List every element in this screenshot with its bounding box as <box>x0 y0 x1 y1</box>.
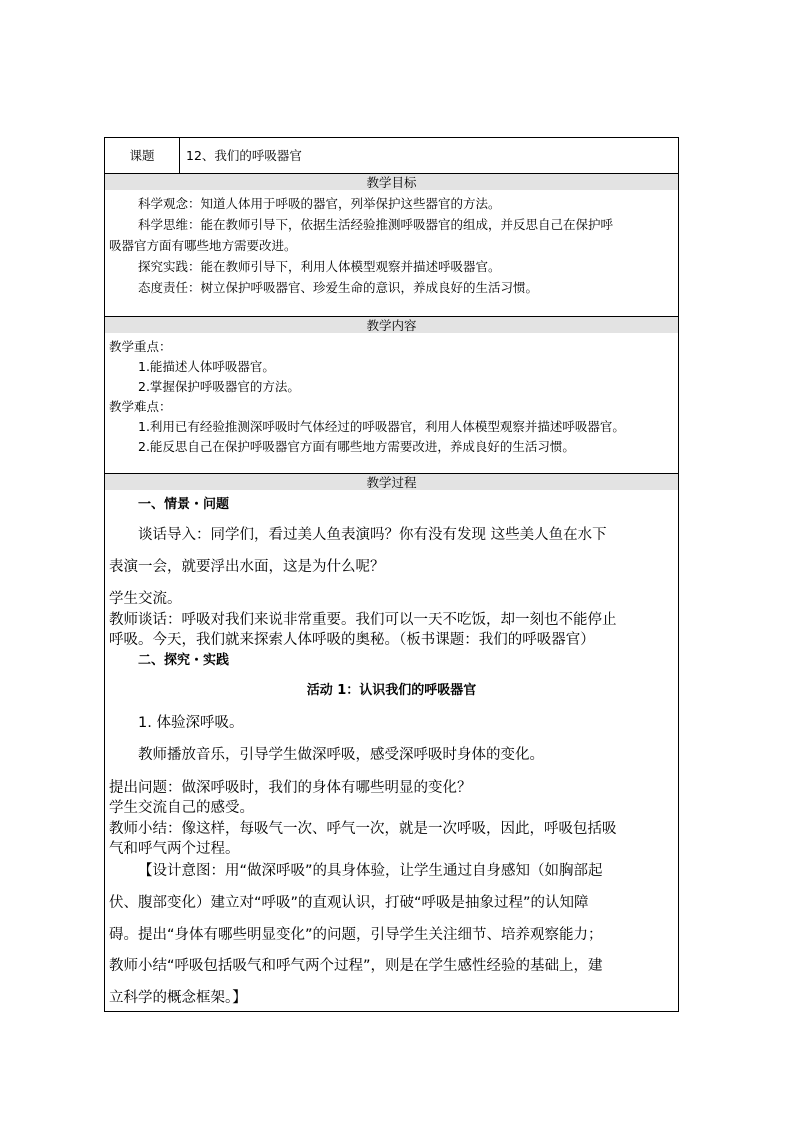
objective-line: 吸器官方面有哪些地方需要改进。 <box>109 238 297 253</box>
lesson-title: 12、我们的呼吸器官 <box>186 148 302 163</box>
process-line: 谈话导入：同学们，看过美人鱼表演吗？你有没有发现 这些美人鱼在水下 <box>138 527 607 543</box>
difficult-point: 1.利用已有经验推测深呼吸时气体经过的呼吸器官，利用人体模型观察并描述呼吸器官。 <box>138 419 625 434</box>
design-intent-line: 【设计意图：用“做深呼吸”的具身体验，让学生通过自身感知（如胸部起 <box>138 863 603 879</box>
difficult-points-label: 教学难点： <box>109 399 172 414</box>
objectives-heading: 教学目标 <box>105 173 678 190</box>
header-divider <box>179 138 180 173</box>
process-line: 表演一会，就要浮出水面，这是为什么呢？ <box>109 559 385 575</box>
process-line: 气和呼气两个过程。 <box>109 841 240 857</box>
header-label: 课题 <box>129 148 155 163</box>
objective-line: 态度责任：树立保护呼吸器官、珍爱生命的意识，养成良好的生活习惯。 <box>138 280 539 295</box>
key-point: 1.能描述人体呼吸器官。 <box>138 359 275 374</box>
process-line: 提出问题：做深呼吸时，我们的身体有哪些明显的变化？ <box>109 780 472 796</box>
process-line: 教师小结：像这样，每吸气一次、呼气一次，就是一次呼吸，因此，呼吸包括吸 <box>109 821 617 837</box>
section-heading: 二、探究・实践 <box>138 653 230 668</box>
objectives-section <box>105 191 678 315</box>
content-section <box>105 334 678 472</box>
design-intent-line: 碍。提出“身体有哪些明显变化”的问题，引导学生关注细节、培养观察能力； <box>109 927 603 943</box>
process-line: 教师谈话：呼吸对我们来说非常重要。我们可以一天不吃饭，却一刻也不能停止 <box>109 612 617 628</box>
objective-line: 科学观念：知道人体用于呼吸的器官，列举保护这些器官的方法。 <box>138 196 501 211</box>
objective-line: 探究实践：能在教师引导下，利用人体模型观察并描述呼吸器官。 <box>138 259 501 274</box>
lesson-plan-table <box>104 137 679 1012</box>
design-intent-line: 伏、腹部变化）建立对“呼吸”的直观认识，打破“呼吸是抽象过程”的认知障 <box>109 895 589 911</box>
objective-line: 科学思维：能在教师引导下，依据生活经验推测呼吸器官的组成，并反思自己在保护呼 <box>138 217 614 232</box>
process-heading: 教学过程 <box>105 473 678 490</box>
content-heading: 教学内容 <box>105 316 678 333</box>
header-row <box>105 138 678 173</box>
process-line: 呼吸。今天，我们就来探索人体呼吸的奥秘。（板书课题：我们的呼吸器官） <box>109 632 595 648</box>
process-line: 学生交流。 <box>109 591 182 607</box>
process-line: 学生交流自己的感受。 <box>109 800 254 816</box>
key-points-label: 教学重点： <box>109 339 172 354</box>
activity-title: 活动 1：认识我们的呼吸器官 <box>306 683 477 698</box>
process-section <box>105 491 678 1011</box>
process-line: 1. 体验深呼吸。 <box>138 715 244 731</box>
section-heading: 一、情景・问题 <box>138 497 230 512</box>
design-intent-line: 立科学的概念框架。】 <box>109 990 247 1006</box>
difficult-point: 2.能反思自己在保护呼吸器官方面有哪些地方需要改进，养成良好的生活习惯。 <box>138 439 575 454</box>
design-intent-line: 教师小结“呼吸包括吸气和呼气两个过程”，则是在学生感性经验的基础上，建 <box>109 958 603 974</box>
key-point: 2.掌握保护呼吸器官的方法。 <box>138 379 300 394</box>
process-line: 教师播放音乐，引导学生做深呼吸，感受深呼吸时身体的变化。 <box>138 747 544 763</box>
